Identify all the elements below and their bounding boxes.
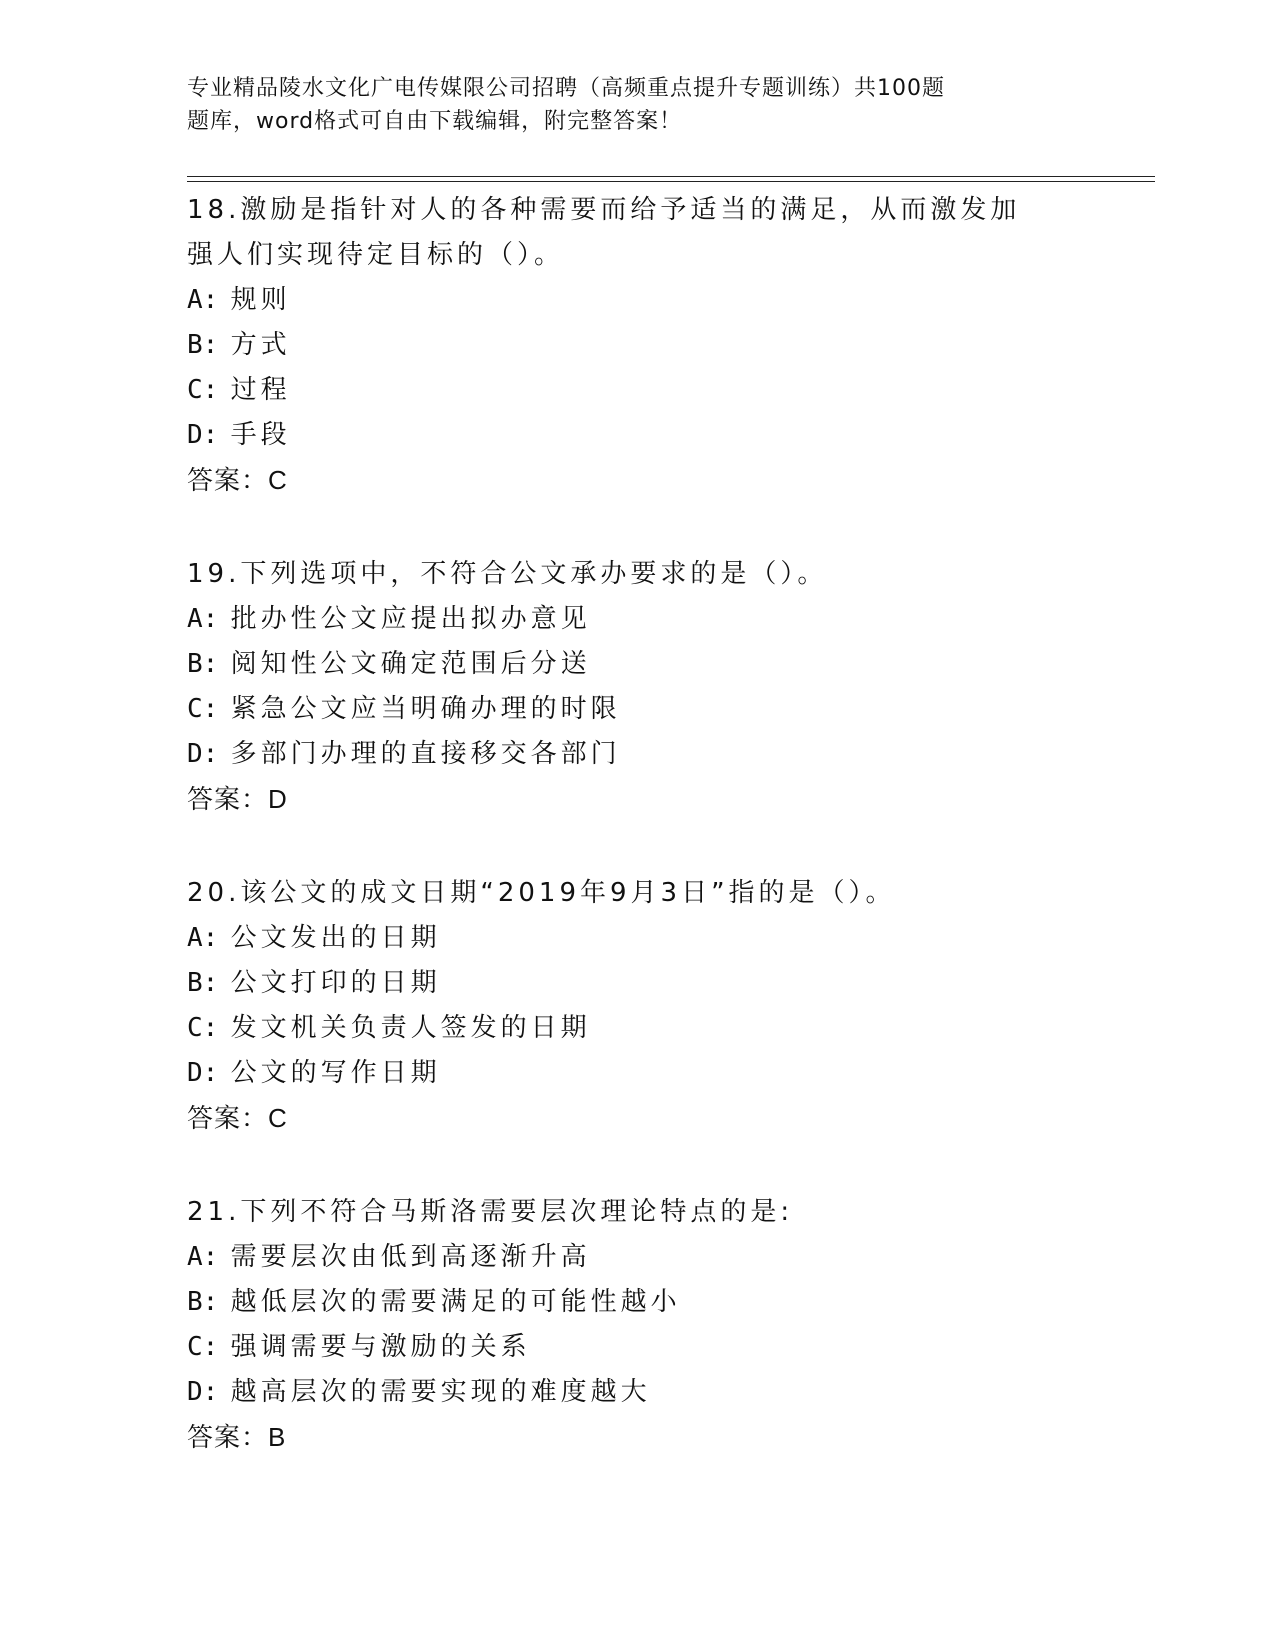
option-letter: D: xyxy=(187,1377,219,1407)
option-b xyxy=(187,323,1087,368)
option-letter: C: xyxy=(187,694,219,724)
option-text: 过程 xyxy=(230,375,291,405)
option-text: 发文机关负责人签发的日期 xyxy=(230,1013,591,1043)
option-text: 方式 xyxy=(230,330,291,360)
option-letter: D: xyxy=(187,739,219,769)
option-letter: B: xyxy=(187,649,219,679)
option-text: 批办性公文应提出拟办意见 xyxy=(230,604,591,634)
option-text: 需要层次由低到高逐渐升高 xyxy=(230,1242,591,1272)
option-b xyxy=(187,642,1087,687)
question-20 xyxy=(187,871,1087,1141)
option-c xyxy=(187,1006,1087,1051)
question-19 xyxy=(187,552,1087,822)
option-text: 手段 xyxy=(230,420,291,450)
option-text: 越低层次的需要满足的可能性越小 xyxy=(230,1287,681,1317)
option-a xyxy=(187,278,1087,323)
header-divider-bottom xyxy=(187,181,1155,182)
option-text: 越高层次的需要实现的难度越大 xyxy=(230,1377,651,1407)
option-letter: D: xyxy=(187,420,219,450)
option-d xyxy=(187,1051,1087,1096)
option-letter: B: xyxy=(187,1287,219,1317)
option-text: 公文发出的日期 xyxy=(230,923,441,953)
header-line-2: 题库，word格式可自由下载编辑，附完整答案！ xyxy=(187,109,683,134)
option-a xyxy=(187,1235,1087,1280)
option-d xyxy=(187,732,1087,777)
option-letter: B: xyxy=(187,330,219,360)
option-a xyxy=(187,916,1087,961)
option-letter: B: xyxy=(187,968,219,998)
option-text: 紧急公文应当明确办理的时限 xyxy=(230,694,621,724)
option-letter: C: xyxy=(187,375,219,405)
answer-line: 答案：C xyxy=(187,465,288,495)
option-d xyxy=(187,413,1087,458)
header-divider-top xyxy=(187,176,1155,177)
option-letter: D: xyxy=(187,1058,219,1088)
question-stem: 18.激励是指针对人的各种需要而给予适当的满足，从而激发加强人们实现待定目标的（）。 xyxy=(187,195,1021,270)
option-c xyxy=(187,368,1087,413)
option-c xyxy=(187,1325,1087,1370)
answer-line: 答案：B xyxy=(187,1422,287,1452)
option-letter: A: xyxy=(187,1242,219,1272)
option-c xyxy=(187,687,1087,732)
answer-line: 答案：C xyxy=(187,1103,288,1133)
option-letter: C: xyxy=(187,1332,219,1362)
header-line-1: 专业精品陵水文化广电传媒限公司招聘（高频重点提升专题训练）共100题 xyxy=(187,76,945,101)
option-b xyxy=(187,961,1087,1006)
option-letter: A: xyxy=(187,923,219,953)
option-text: 阅知性公文确定范围后分送 xyxy=(230,649,591,679)
option-d xyxy=(187,1370,1087,1415)
option-text: 多部门办理的直接移交各部门 xyxy=(230,739,621,769)
question-stem: 21.下列不符合马斯洛需要层次理论特点的是: xyxy=(187,1197,794,1227)
option-b xyxy=(187,1280,1087,1325)
option-letter: A: xyxy=(187,604,219,634)
option-letter: A: xyxy=(187,285,219,315)
option-text: 强调需要与激励的关系 xyxy=(230,1332,531,1362)
option-text: 公文打印的日期 xyxy=(230,968,441,998)
answer-line: 答案：D xyxy=(187,784,288,814)
option-text: 规则 xyxy=(230,285,291,315)
question-stem: 19.下列选项中，不符合公文承办要求的是（）。 xyxy=(187,559,828,589)
question-stem: 20.该公文的成文日期“2019年9月3日”指的是（）。 xyxy=(187,878,896,908)
document-header xyxy=(187,72,1017,138)
option-a xyxy=(187,597,1087,642)
option-letter: C: xyxy=(187,1013,219,1043)
question-21 xyxy=(187,1190,1087,1460)
option-text: 公文的写作日期 xyxy=(230,1058,441,1088)
question-18 xyxy=(187,188,1087,503)
